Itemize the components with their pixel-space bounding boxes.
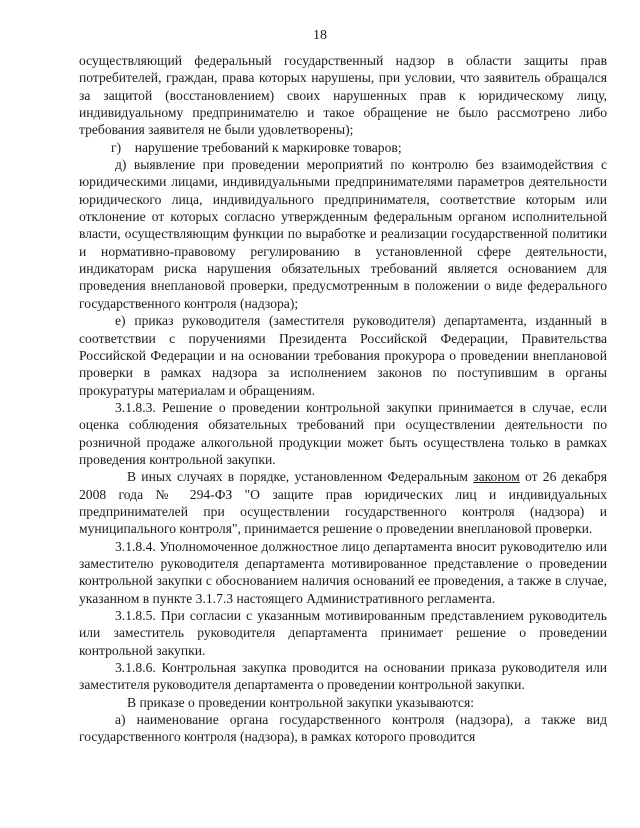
paragraph-continuation: осуществляющий федеральный государственный надзор в области защиты прав потребителей, граждан, права которых нарушены, при условии, что заявитель обращался за защитой (восстановлением) своих нарушенных прав к юридическому лицу, индивидуальному предпринимателю и такое обращение не было рассмотрено либо требования заявителя не были удовлетворены);: [79, 53, 607, 138]
page-number: 18: [313, 28, 327, 43]
paragraph-item-e: е) приказ руководителя (заместителя руководителя) департамента, изданный в соответствии с поручениями Президента Российской Федерации, Правительства Российской Федерации и на основании требования прокурора о проведении внеплановой проверки в рамках надзора за исполнением законов по поступившим в органы прокуратуры материалам и обращениям.: [79, 313, 607, 398]
paragraph-item-d: д) выявление при проведении мероприятий по контролю без взаимодействия с юридическими лицами, индивидуальными предпринимателями параметров деятельности юридического лица, индивидуального предпринимателя, соответствие которым или отклонение от которых согласно утвержденным федеральным органом исполнительной власти, осуществляющим функции по выработке и реализации государственной политики и нормативно-правовому регулированию в установленной сфере деятельности, индикаторам риска нарушения обязательных требований является основанием для проведения внеплановой проверки, предусмотренным в положении о виде федерального государственного контроля (надзора);: [79, 157, 607, 311]
other-cases-text-end: от 26 декабря 2008 года № 294-ФЗ "О защите прав юридических лиц и индивидуальных предпринимателей при осуществлении государственного контроля (надзора) и муниципального контроля", принимается решение о проведении внеплановой проверки.: [79, 469, 607, 537]
paragraph-3-1-8-6: 3.1.8.6. Контрольная закупка проводится на основании приказа руководителя или заместителя руководителя департамента о проведении контрольной закупки.: [79, 660, 607, 693]
paragraph-other-cases: [79, 468, 607, 537]
federal-law-link[interactable]: законом: [473, 469, 520, 485]
paragraph-order-list: В приказе о проведении контрольной закупки указываются:: [127, 694, 475, 710]
paragraph-3-1-8-4: 3.1.8.4. Уполномоченное должностное лицо департамента вносит руководителю или заместителю руководителя департамента мотивированное представление о проведении контрольной закупки с обоснованием наличия оснований ее проведения, а также в случае, указанном в пункте 3.1.7.3 настоящего Административного регламента.: [79, 538, 607, 606]
paragraph-3-1-8-3: 3.1.8.3. Решение о проведении контрольной закупки принимается в случае, если оценка соблюдения обязательных требований при осуществлении деятельности по розничной продаже алкогольной продукции может быть осуществлена только в рамках проведения контрольной закупки.: [79, 399, 607, 467]
paragraph-3-1-8-5: 3.1.8.5. При согласии с указанным мотивированным представлением руководитель или заместитель руководителя департамента принимает решение о проведении контрольной закупки.: [79, 608, 607, 658]
paragraph-item-a: а) наименование органа государственного контроля (надзора), а также вид государственного контроля (надзора), в рамках которого проводится: [79, 712, 607, 745]
paragraph-item-g: г) нарушение требований к маркировке товаров;: [111, 139, 402, 155]
document-body: [79, 52, 607, 746]
other-cases-text-start: В иных случаях в порядке, установленном Федеральным: [127, 469, 474, 485]
